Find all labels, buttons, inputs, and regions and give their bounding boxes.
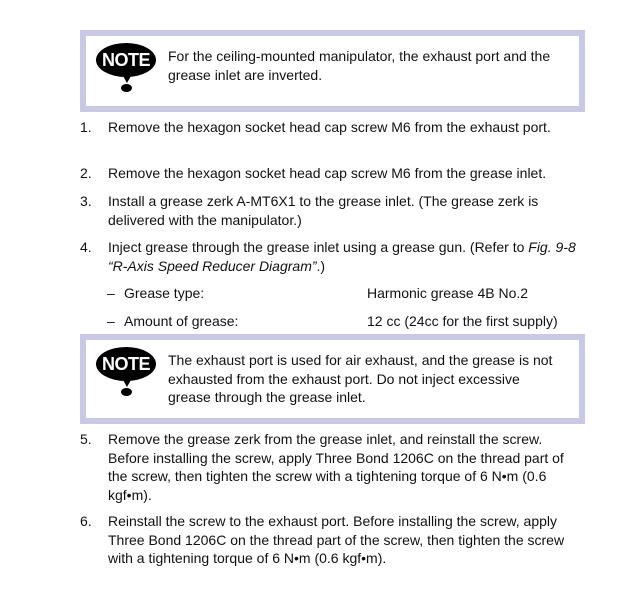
step-text-part: Inject grease through the grease inlet using a grease gun. (Refer to (108, 239, 529, 255)
spec-value: 12 cc (24cc for the first supply) (367, 313, 558, 329)
note-icon (96, 43, 156, 91)
step-text: Reinstall the screw to the exhaust port. Before installing the screw, apply Three Bond 1206C on the thread part of the screw, then tighten the screw with a tightening torque of 6 N•m (0.6 kgf•m). (108, 513, 565, 566)
step-number: 3. (80, 193, 92, 209)
dash-bullet: – (107, 313, 115, 329)
note-text: For the ceiling-mounted manipulator, the exhaust port and the grease inlet are inverted. (168, 48, 551, 83)
figure-reference-link: Fig. 9-8 “R-Axis Speed Reducer Diagram” (108, 239, 576, 274)
step-number: 1. (80, 119, 92, 135)
spec-label: Grease type: (124, 285, 205, 301)
step-number: 6. (80, 513, 92, 529)
note-icon-label: NOTE (101, 50, 150, 70)
note-box-exhaust (80, 334, 585, 424)
note-icon-label: NOTE (101, 354, 150, 374)
step-text: Remove the hexagon socket head cap screw M6 from the grease inlet. (108, 165, 547, 181)
note-text: The exhaust port is used for air exhaust, and the grease is not exhausted from the exhaust port. Do not inject excessive grease through the grease inlet. (168, 352, 553, 405)
step-number: 4. (80, 239, 92, 255)
note-box-ceiling-mounted (80, 30, 585, 112)
step-text: Remove the hexagon socket head cap screw M6 from the exhaust port. (108, 119, 551, 135)
dash-bullet: – (107, 285, 115, 301)
note-icon (96, 347, 156, 395)
spec-label: Amount of grease: (124, 313, 239, 329)
step-text: Remove the grease zerk from the grease inlet, and reinstall the screw. Before installing the screw, apply Three Bond 1206C on the thread part of the screw, then tighten the screw with a tightening torque of 6 N•m (0.6 kgf•m). (108, 431, 564, 503)
step-text-part: .) (316, 257, 326, 274)
step-number: 5. (80, 431, 92, 447)
step-text (108, 238, 580, 275)
step-text: Install a grease zerk A-MT6X1 to the grease inlet. (The grease zerk is delivered with the manipulator.) (108, 193, 539, 228)
spec-value: Harmonic grease 4B No.2 (367, 285, 529, 301)
step-number: 2. (80, 165, 92, 181)
